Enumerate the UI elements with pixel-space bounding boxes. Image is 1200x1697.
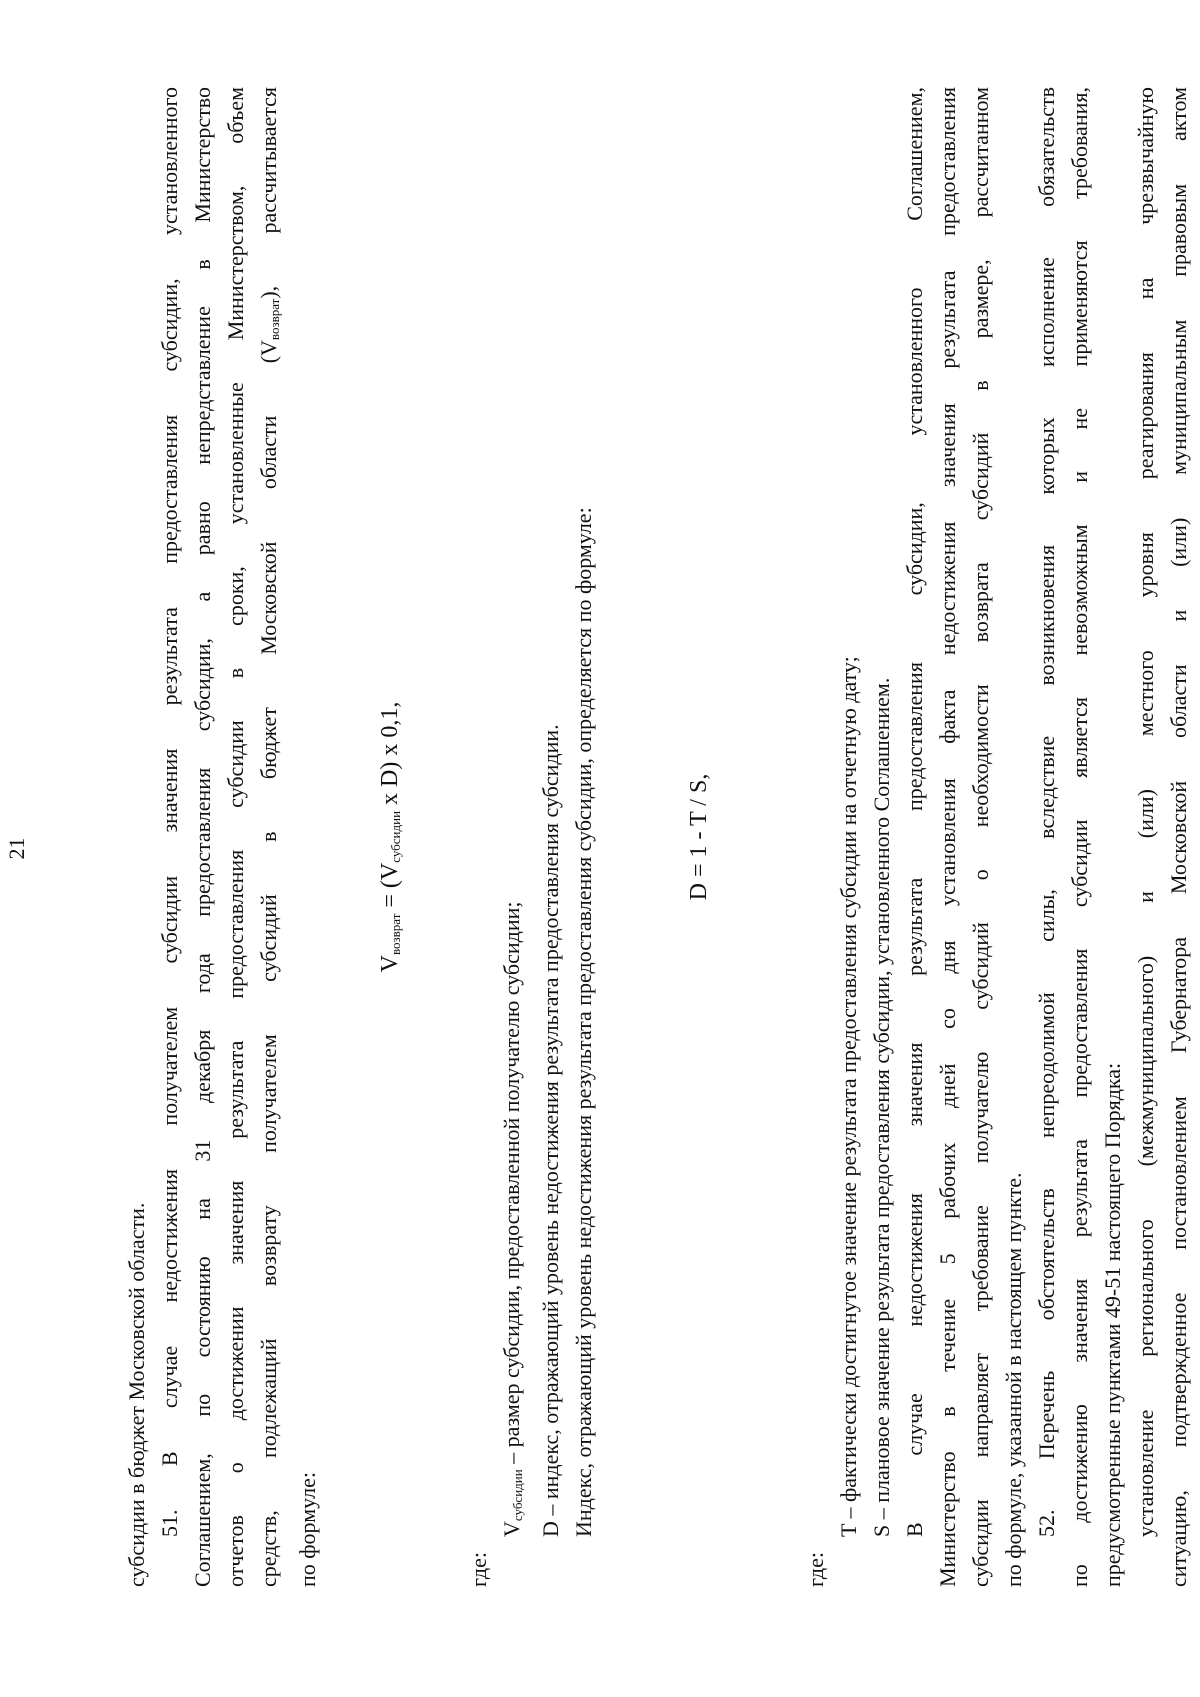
paragraph-line: В случае недостижения значения результата предоставления субсидии, установленного Соглашением,: [902, 87, 927, 1537]
paragraph-52-line: ситуацию, подтвержденное постановлением Губернатора Московской области и (или) муниципальным правовым актом: [1166, 87, 1191, 1587]
text-line: по формуле:: [295, 1471, 320, 1587]
definition-line: T – фактически достигнутое значение результата предоставления субсидии на отчетную дату;: [836, 656, 861, 1537]
formula-part: x D) x 0,1,: [377, 701, 403, 811]
paragraph-line: по формуле, указанной в настоящем пункте.: [1001, 1172, 1026, 1587]
subscript: субсидии: [388, 810, 403, 863]
spacer: [650, 87, 683, 1587]
subscript: возврат: [267, 298, 282, 341]
paragraph-51-line: [252, 87, 291, 1587]
text-fragment: средств, подлежащий возврату получателем субсидий в бюджет Московской области (V: [256, 340, 281, 1587]
spacer: [324, 87, 374, 1587]
paragraph-51-line: отчетов о достижении значения результата предоставления субсидии в сроки, установленные Министерством, объем: [223, 87, 248, 1587]
formula-part: V: [377, 955, 403, 973]
definition-line: S – плановое значение результата предоставления субсидии, установленного Соглашением.: [869, 677, 894, 1537]
where-label: где:: [466, 1552, 491, 1587]
where-label: где:: [803, 1552, 828, 1587]
paragraph-52-line: установление регионального (межмуниципального) и (или) местного уровня реагирования на чрезвычайную: [1133, 87, 1158, 1537]
definition-line: Индекс, отражающий уровень недостижения результата предоставления субсидии, определяется по формуле:: [571, 507, 596, 1537]
text-line: субсидии в бюджет Московской области.: [124, 1202, 149, 1587]
paragraph-52-line: предусмотренные пунктами 49-51 настоящего Порядка:: [1100, 1062, 1125, 1587]
formula-refund: [374, 87, 412, 1587]
paragraph-line: Министерство в течение 5 рабочих дней со дня установления факта недостижения значения результата предоставления: [935, 87, 960, 1587]
paragraph-52-line: 52. Перечень обстоятельств непреодолимой силы, вследствие возникновения которых исполнение обязательств: [1034, 87, 1059, 1537]
spacer: [412, 87, 462, 1587]
subscript: субсидии: [510, 1469, 525, 1522]
text-fragment: ), рассчитывается: [256, 87, 281, 299]
paragraph-51-line: Соглашением, по состоянию на 31 декабря года предоставления субсидии, а равно непредставление в Министерство: [190, 87, 215, 1587]
spacer: [766, 87, 799, 1587]
formula-part: = (V: [377, 862, 403, 914]
document-body: [120, 87, 1195, 1587]
page-number: 21: [4, 837, 29, 860]
subscript: возврат: [388, 913, 403, 956]
paragraph-line: субсидии направляет требование получателю субсидий о необходимости возврата субсидий в размере, рассчитанном: [968, 87, 993, 1587]
paragraph-52-line: по достижению значения результата предоставления субсидии является невозможным и не применяются требования,: [1067, 87, 1092, 1587]
definition-line: [495, 87, 534, 1587]
paragraph-51-line: 51. В случае недостижения получателем субсидии значения результата предоставления субсидии, установленного: [157, 87, 182, 1537]
spacer: [600, 87, 650, 1587]
text-fragment: V: [499, 1521, 524, 1537]
text-fragment: – размер субсидии, предоставленной получателю субсидии;: [499, 901, 524, 1470]
definition-line: D – индекс, отражающий уровень недостижения результата предоставления субсидии.: [538, 724, 563, 1537]
formula-index: D = 1 - T / S,: [686, 773, 712, 901]
spacer: [716, 87, 766, 1587]
